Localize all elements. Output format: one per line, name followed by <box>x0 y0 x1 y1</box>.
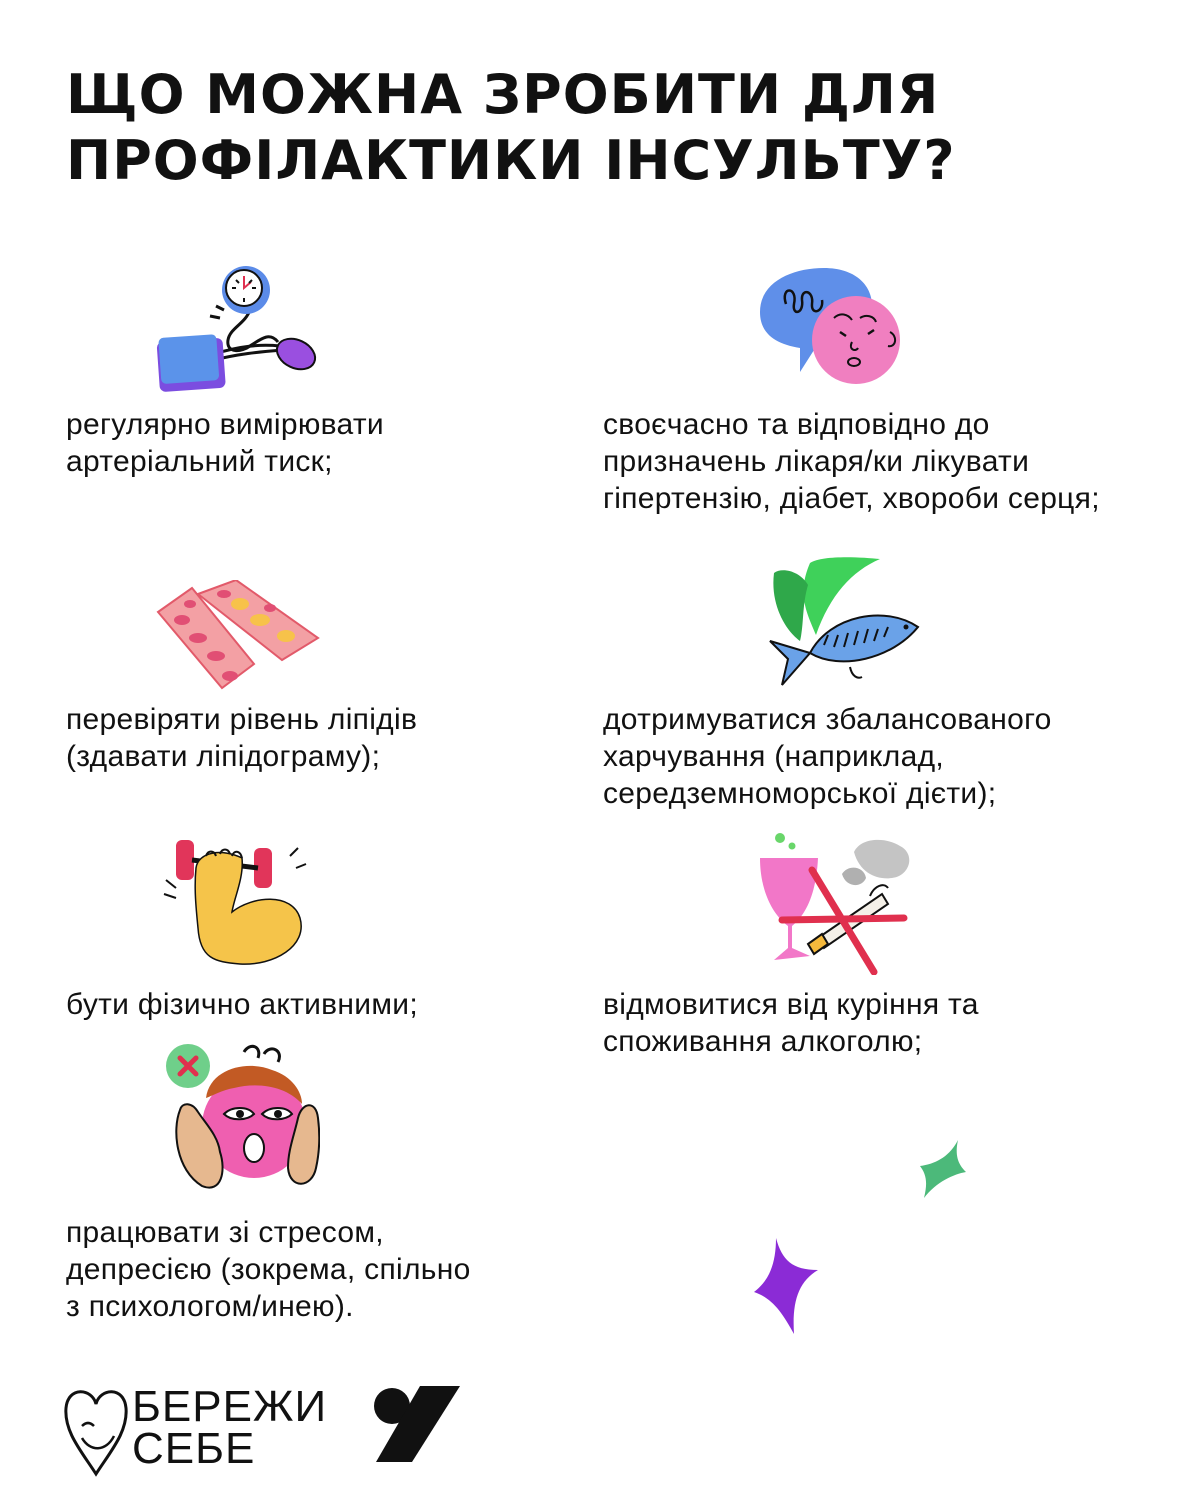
item-text-line: бути фізично активними; <box>66 988 418 1021</box>
item-stress-text <box>66 1214 471 1325</box>
item-text-line: харчування (наприклад, <box>603 740 945 773</box>
green-sparkle-icon <box>918 1138 968 1200</box>
logo-line-1: БЕРЕЖИ <box>132 1382 328 1431</box>
logo-line-2: СЕБЕ <box>132 1424 256 1473</box>
item-text-line: працювати зі стресом, <box>66 1216 384 1249</box>
item-lipids-text <box>66 701 417 775</box>
item-text-line: (здавати ліпідограму); <box>66 740 381 773</box>
item-text-line: призначень лікаря/ки лікувати <box>603 445 1030 478</box>
logo-text <box>132 1382 328 1473</box>
title-line-1: ЩО МОЖНА ЗРОБИТИ ДЛЯ <box>66 63 940 126</box>
flexed-arm-dumbbell-icon <box>162 838 312 968</box>
item-text-line: депресією (зокрема, спільно <box>66 1253 471 1286</box>
title-line-2: ПРОФІЛАКТИКИ ІНСУЛЬТУ? <box>66 129 956 192</box>
smiling-heart-logo-icon <box>62 1382 130 1478</box>
item-text-line: перевіряти рівень ліпідів <box>66 703 418 736</box>
stressed-face-icon <box>162 1040 320 1198</box>
item-text-line: з психологом/инею). <box>66 1290 354 1323</box>
item-quit-text <box>603 986 979 1060</box>
item-text-line: споживання алкоголю; <box>603 1025 923 1058</box>
item-diet-text <box>603 701 1052 812</box>
item-text-line: артеріальний тиск; <box>66 445 333 478</box>
item-text-line: відмовитися від куріння та <box>603 988 979 1021</box>
item-text-line: дотримуватися збалансованого <box>603 703 1052 736</box>
page-title <box>66 62 1126 194</box>
blood-pressure-monitor-icon <box>150 262 330 397</box>
item-text-line: своєчасно та відповідно до <box>603 408 990 441</box>
no-alcohol-no-smoking-icon <box>752 830 922 975</box>
item-text-line: середземноморської дієти); <box>603 777 997 810</box>
partner-slash-logo-icon <box>372 1384 462 1464</box>
item-text-line: регулярно вимірювати <box>66 408 384 441</box>
purple-sparkle-icon <box>752 1236 820 1336</box>
item-blood-pressure-text <box>66 406 384 480</box>
item-text-line: гіпертензію, діабет, хвороби серця; <box>603 482 1100 515</box>
item-treatment-text <box>603 406 1100 517</box>
blood-vessels-icon <box>152 580 322 695</box>
item-activity-text <box>66 986 418 1023</box>
fish-greens-icon <box>760 555 925 690</box>
doctor-speech-bubble-icon <box>752 262 912 392</box>
